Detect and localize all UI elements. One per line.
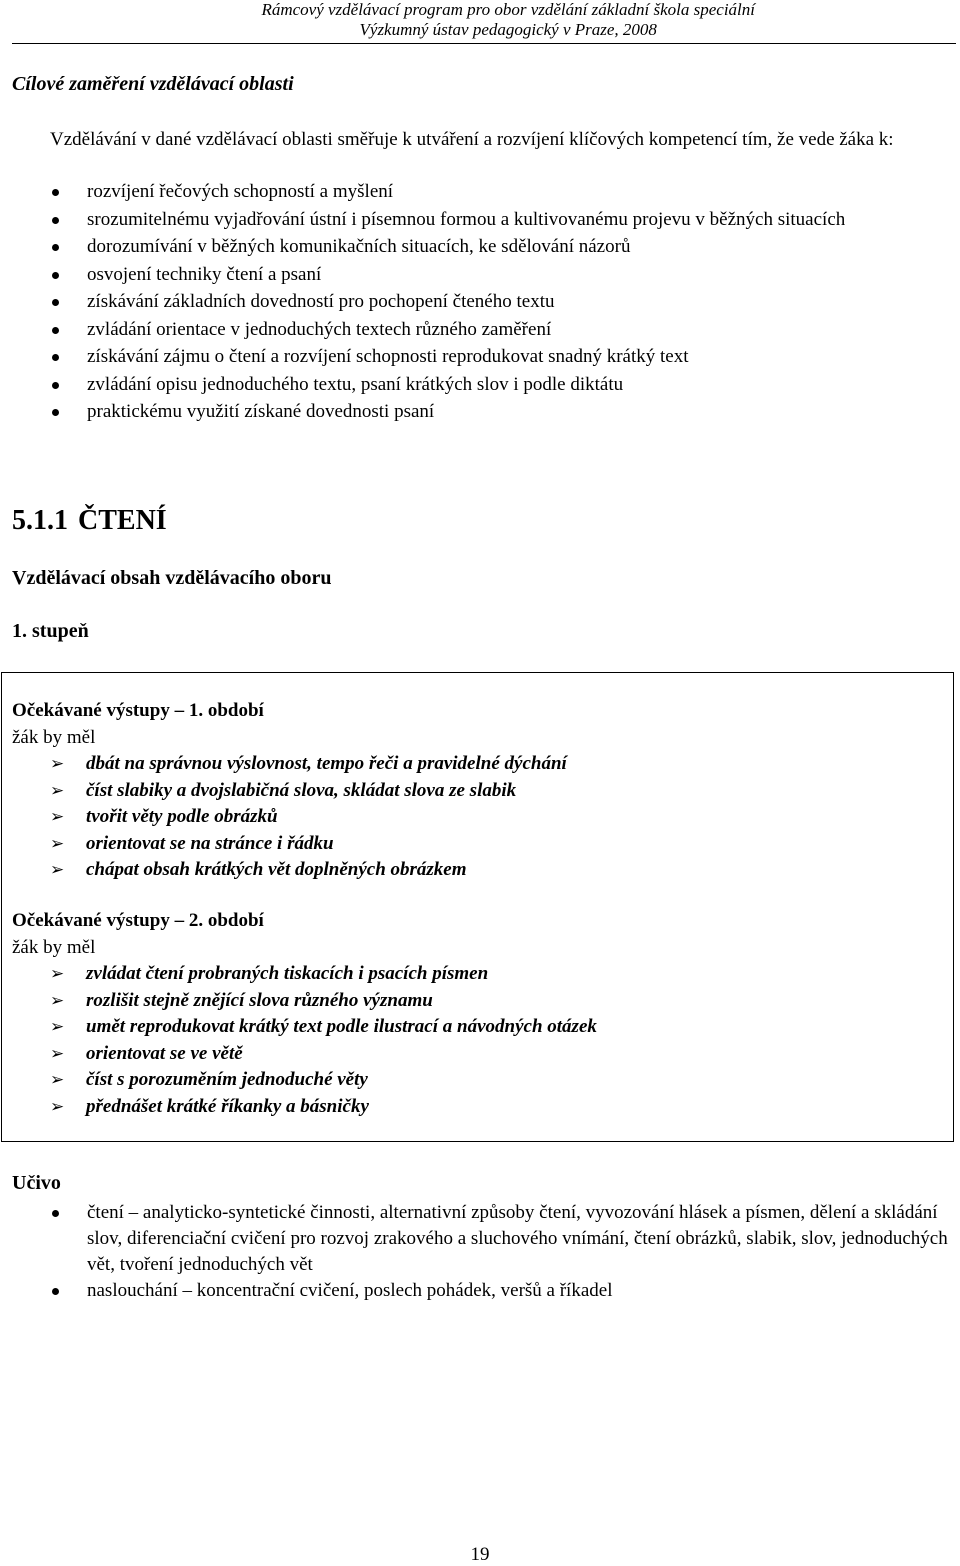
arrow-bullet-icon: ➢ xyxy=(50,833,65,854)
arrow-bullet-icon: ➢ xyxy=(50,807,65,827)
running-header xyxy=(261,0,755,40)
list-item: osvojení techniky čtení a psaní xyxy=(0,261,950,289)
list-item: ➢ dbát na správnou výslovnost, tempo řeči a pravidelné dýchání xyxy=(12,751,567,778)
list-item: ➢ rozlišit stejně znějící slova různého významu xyxy=(12,988,597,1015)
arrow-bullet-icon: ➢ xyxy=(50,990,65,1011)
stage-heading: 1. stupeň xyxy=(12,620,89,642)
list-item: získávání zájmu o čtení a rozvíjení schopnosti reprodukovat snadný krátký text xyxy=(0,343,950,371)
section-heading: Cílové zaměření vzdělávací oblasti xyxy=(12,73,294,95)
header-rule xyxy=(12,43,956,44)
period-1 xyxy=(12,698,567,884)
arrow-bullet-icon: ➢ xyxy=(50,1096,65,1117)
period-intro: žák by měl xyxy=(12,936,96,958)
subsection-heading xyxy=(12,505,167,537)
arrow-bullet-icon: ➢ xyxy=(50,1017,65,1037)
list-item: ➢ tvořit věty podle obrázků xyxy=(12,804,567,831)
arrow-bullet-icon: ➢ xyxy=(50,1043,65,1064)
list-item: ➢ číst s porozuměním jednoduché věty xyxy=(12,1067,597,1094)
list-item: naslouchání – koncentrační cvičení, poslech pohádek, veršů a říkadel xyxy=(0,1278,950,1304)
header-line-1: Rámcový vzdělávací program pro obor vzdělání základní škola speciální xyxy=(261,0,755,19)
period-title: Očekávané výstupy – 2. období xyxy=(12,910,264,931)
list-item: čtení – analyticko-syntetické činnosti, alternativní způsoby čtení, vyvozování hlásek a písmen, dělení a skládání slov, diferenciační cvičení pro rozvoj zrakového a sluchového vnímání, čtení obrázků, slabik, slov, jednoduchých vět, tvoření jednoduchých vět xyxy=(0,1200,950,1278)
list-item: ➢ orientovat se na stránce i řádku xyxy=(12,831,567,858)
list-item: dorozumívání v běžných komunikačních situacích, ke sdělování názorů xyxy=(0,233,950,261)
outcomes-list xyxy=(12,751,567,884)
list-item: ➢ číst slabiky a dvojslabičná slova, skládat slova ze slabik xyxy=(12,778,567,805)
content-heading: Vzdělávací obsah vzdělávacího oboru xyxy=(12,567,332,589)
arrow-bullet-icon: ➢ xyxy=(50,964,65,984)
list-item: ➢ orientovat se ve větě xyxy=(12,1041,597,1068)
period-2 xyxy=(12,908,597,1120)
page-number: 19 xyxy=(470,1544,490,1565)
period-title: Očekávané výstupy – 1. období xyxy=(12,700,264,721)
arrow-bullet-icon: ➢ xyxy=(50,860,65,880)
period-intro: žák by měl xyxy=(12,726,96,748)
ucivo-heading: Učivo xyxy=(12,1172,61,1194)
intro-paragraph: Vzdělávání v dané vzdělávací oblasti směřuje k utváření a rozvíjení klíčových kompetencí tím, že vede žáka k: xyxy=(50,129,894,150)
list-item: ➢ chápat obsah krátkých vět doplněných obrázkem xyxy=(12,857,567,884)
list-item: ➢ zvládat čtení probraných tiskacích i psacích písmen xyxy=(12,961,597,988)
list-item: ➢ umět reprodukovat krátký text podle ilustrací a návodných otázek xyxy=(12,1014,597,1041)
list-item: zvládání orientace v jednoduchých textech různého zaměření xyxy=(0,316,950,344)
goals-list xyxy=(0,178,950,426)
outcomes-list xyxy=(12,961,597,1120)
list-item: zvládání opisu jednoduchého textu, psaní krátkých slov i podle diktátu xyxy=(0,371,950,399)
list-item: získávání základních dovedností pro pochopení čteného textu xyxy=(0,288,950,316)
list-item: praktickému využití získané dovednosti psaní xyxy=(0,398,950,426)
arrow-bullet-icon: ➢ xyxy=(50,754,65,774)
header-line-2: Výzkumný ústav pedagogický v Praze, 2008 xyxy=(359,20,657,39)
ucivo-list xyxy=(0,1200,950,1304)
subsection-title: ČTENÍ xyxy=(78,505,167,536)
arrow-bullet-icon: ➢ xyxy=(50,780,65,801)
subsection-number: 5.1.1 xyxy=(12,505,68,536)
list-item: ➢ přednášet krátké říkanky a básničky xyxy=(12,1094,597,1121)
list-item: rozvíjení řečových schopností a myšlení xyxy=(0,178,950,206)
list-item: srozumitelnému vyjadřování ústní i písemnou formou a kultivovanému projevu v běžných situacích xyxy=(0,206,950,234)
arrow-bullet-icon: ➢ xyxy=(50,1070,65,1090)
